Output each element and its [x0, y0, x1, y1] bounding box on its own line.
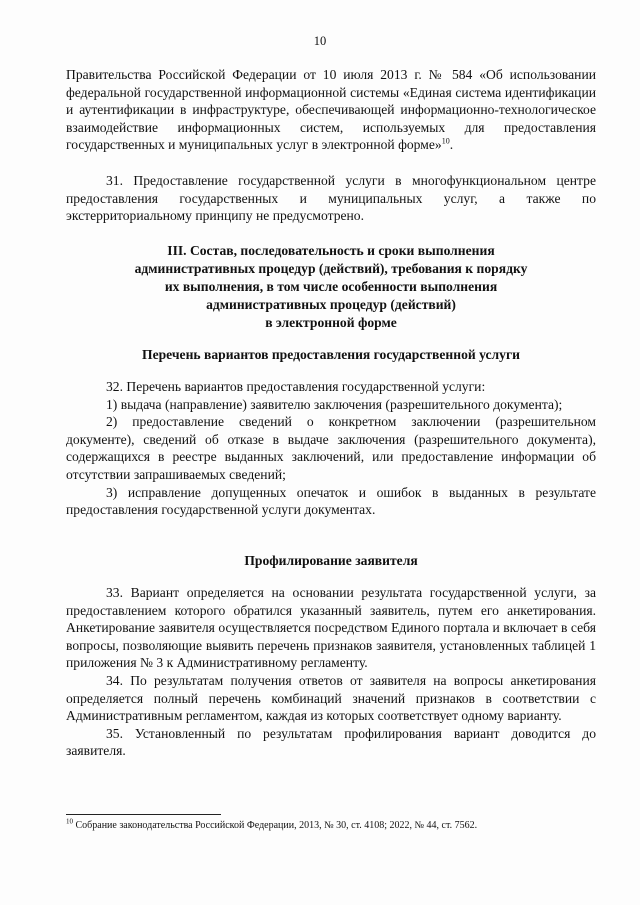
section-heading-line-3: их выполнения, в том числе особенности выполнения: [164, 279, 498, 294]
section-heading-line-4: административных процедур (действий): [206, 297, 456, 312]
section-heading-line-2: административных процедур (действий), требования к порядку: [134, 261, 528, 276]
paragraph-34: 34. По результатам получения ответов от заявителя на вопросы анкетирования определяется полный перечень комбинаций значений признаков в соответствии с Административным регламентом, каждая из которых соответствует одному варианту.: [66, 672, 596, 724]
section-heading-line-5: в электронной форме: [265, 315, 397, 330]
subheading-profiling: Профилирование заявителя: [244, 553, 418, 568]
list-item-3: 3) исправление допущенных опечаток и ошибок в выданных в результате предоставления государственной услуги документах.: [66, 484, 596, 518]
subheading-variants: Перечень вариантов предоставления государственной услуги: [142, 347, 520, 362]
paragraph-35: 35. Установленный по результатам профилирования вариант доводится до заявителя.: [66, 725, 596, 759]
paragraph-31: 31. Предоставление государственной услуги в многофункциональном центре предоставления государственных и муниципальных услуг, а также по экстерриториальному принципу не предусмотрено.: [66, 173, 596, 224]
footnote-reference[interactable]: 10: [441, 136, 450, 146]
paragraph-32: 32. Перечень вариантов предоставления государственной услуги: 1) выдача (направление) заявителю заключения (разрешительного документа); 2) предоставление сведений о конкретном заключении (разрешительном документе), сведений об отказе в выдаче заключения (разрешительного документа), содержащихся в реестре выданных заключений, или предоставление информации об отсутствии запрашиваемых сведений; 3) исправление допущенных опечаток и ошибок в выданных в результате предоставления государственной услуги документах.: [66, 379, 596, 518]
footnote-number: 10: [66, 817, 73, 826]
list-item-2: 2) предоставление сведений о конкретном заключении (разрешительном документе), сведений об отказе в выдаче заключения (разрешительного документа), содержащихся в реестре выданных заключений, или предоставление информации об отсутствии запрашиваемых сведений;: [66, 414, 596, 482]
footnote-text: Собрание законодательства Российской Федерации, 2013, № 30, ст. 4108; 2022, № 44, ст. 7562.: [73, 820, 478, 831]
paragraph-continuation: Правительства Российской Федерации от 10 июля 2013 г. № 584 «Об использовании федеральной государственной информационной системы «Единая система идентификации и аутентификации в инфраструктуре, обеспечивающей информационно-технологическое взаимодействие информационных систем, используемых для предоставления государственных и муниципальных услуг в электронной форме»$^{10}$.: [66, 67, 596, 153]
continuation-text: Правительства Российской Федерации от 10 июля 2013 г. № 584 «Об использовании федеральной государственной информационной системы «Единая система идентификации и аутентификации в инфраструктуре, обеспечивающей информационно-технологическое взаимодействие информационных систем, используемых для предоставления государственных и муниципальных услуг в электронной форме»: [66, 67, 596, 153]
footnote: [66, 817, 596, 832]
footnote-divider: [66, 814, 221, 815]
page-number: 10: [313, 34, 327, 48]
paragraph-33: 33. Вариант определяется на основании результата государственной услуги, за предоставлением которого обратился указанный заявитель, путем его анкетирования. Анкетирование заявителя осуществляется посредством Единого портала и включает в себя вопросы, позволяющие выявить перечень признаков заявителя, установленных таблицей 1 приложения № 3 к Административному регламенту. 34. По результатам получения ответов от заявителя на вопросы анкетирования определяется полный перечень комбинаций значений признаков в соответствии с Административным регламентом, каждая из которых соответствует одному варианту. 35. Установленный по результатам профилирования вариант доводится до заявителя.: [66, 585, 596, 759]
list-item-1: 1) выдача (направление) заявителю заключения (разрешительного документа);: [106, 396, 563, 412]
section-heading-line-1: III. Состав, последовательность и сроки выполнения: [167, 243, 495, 258]
